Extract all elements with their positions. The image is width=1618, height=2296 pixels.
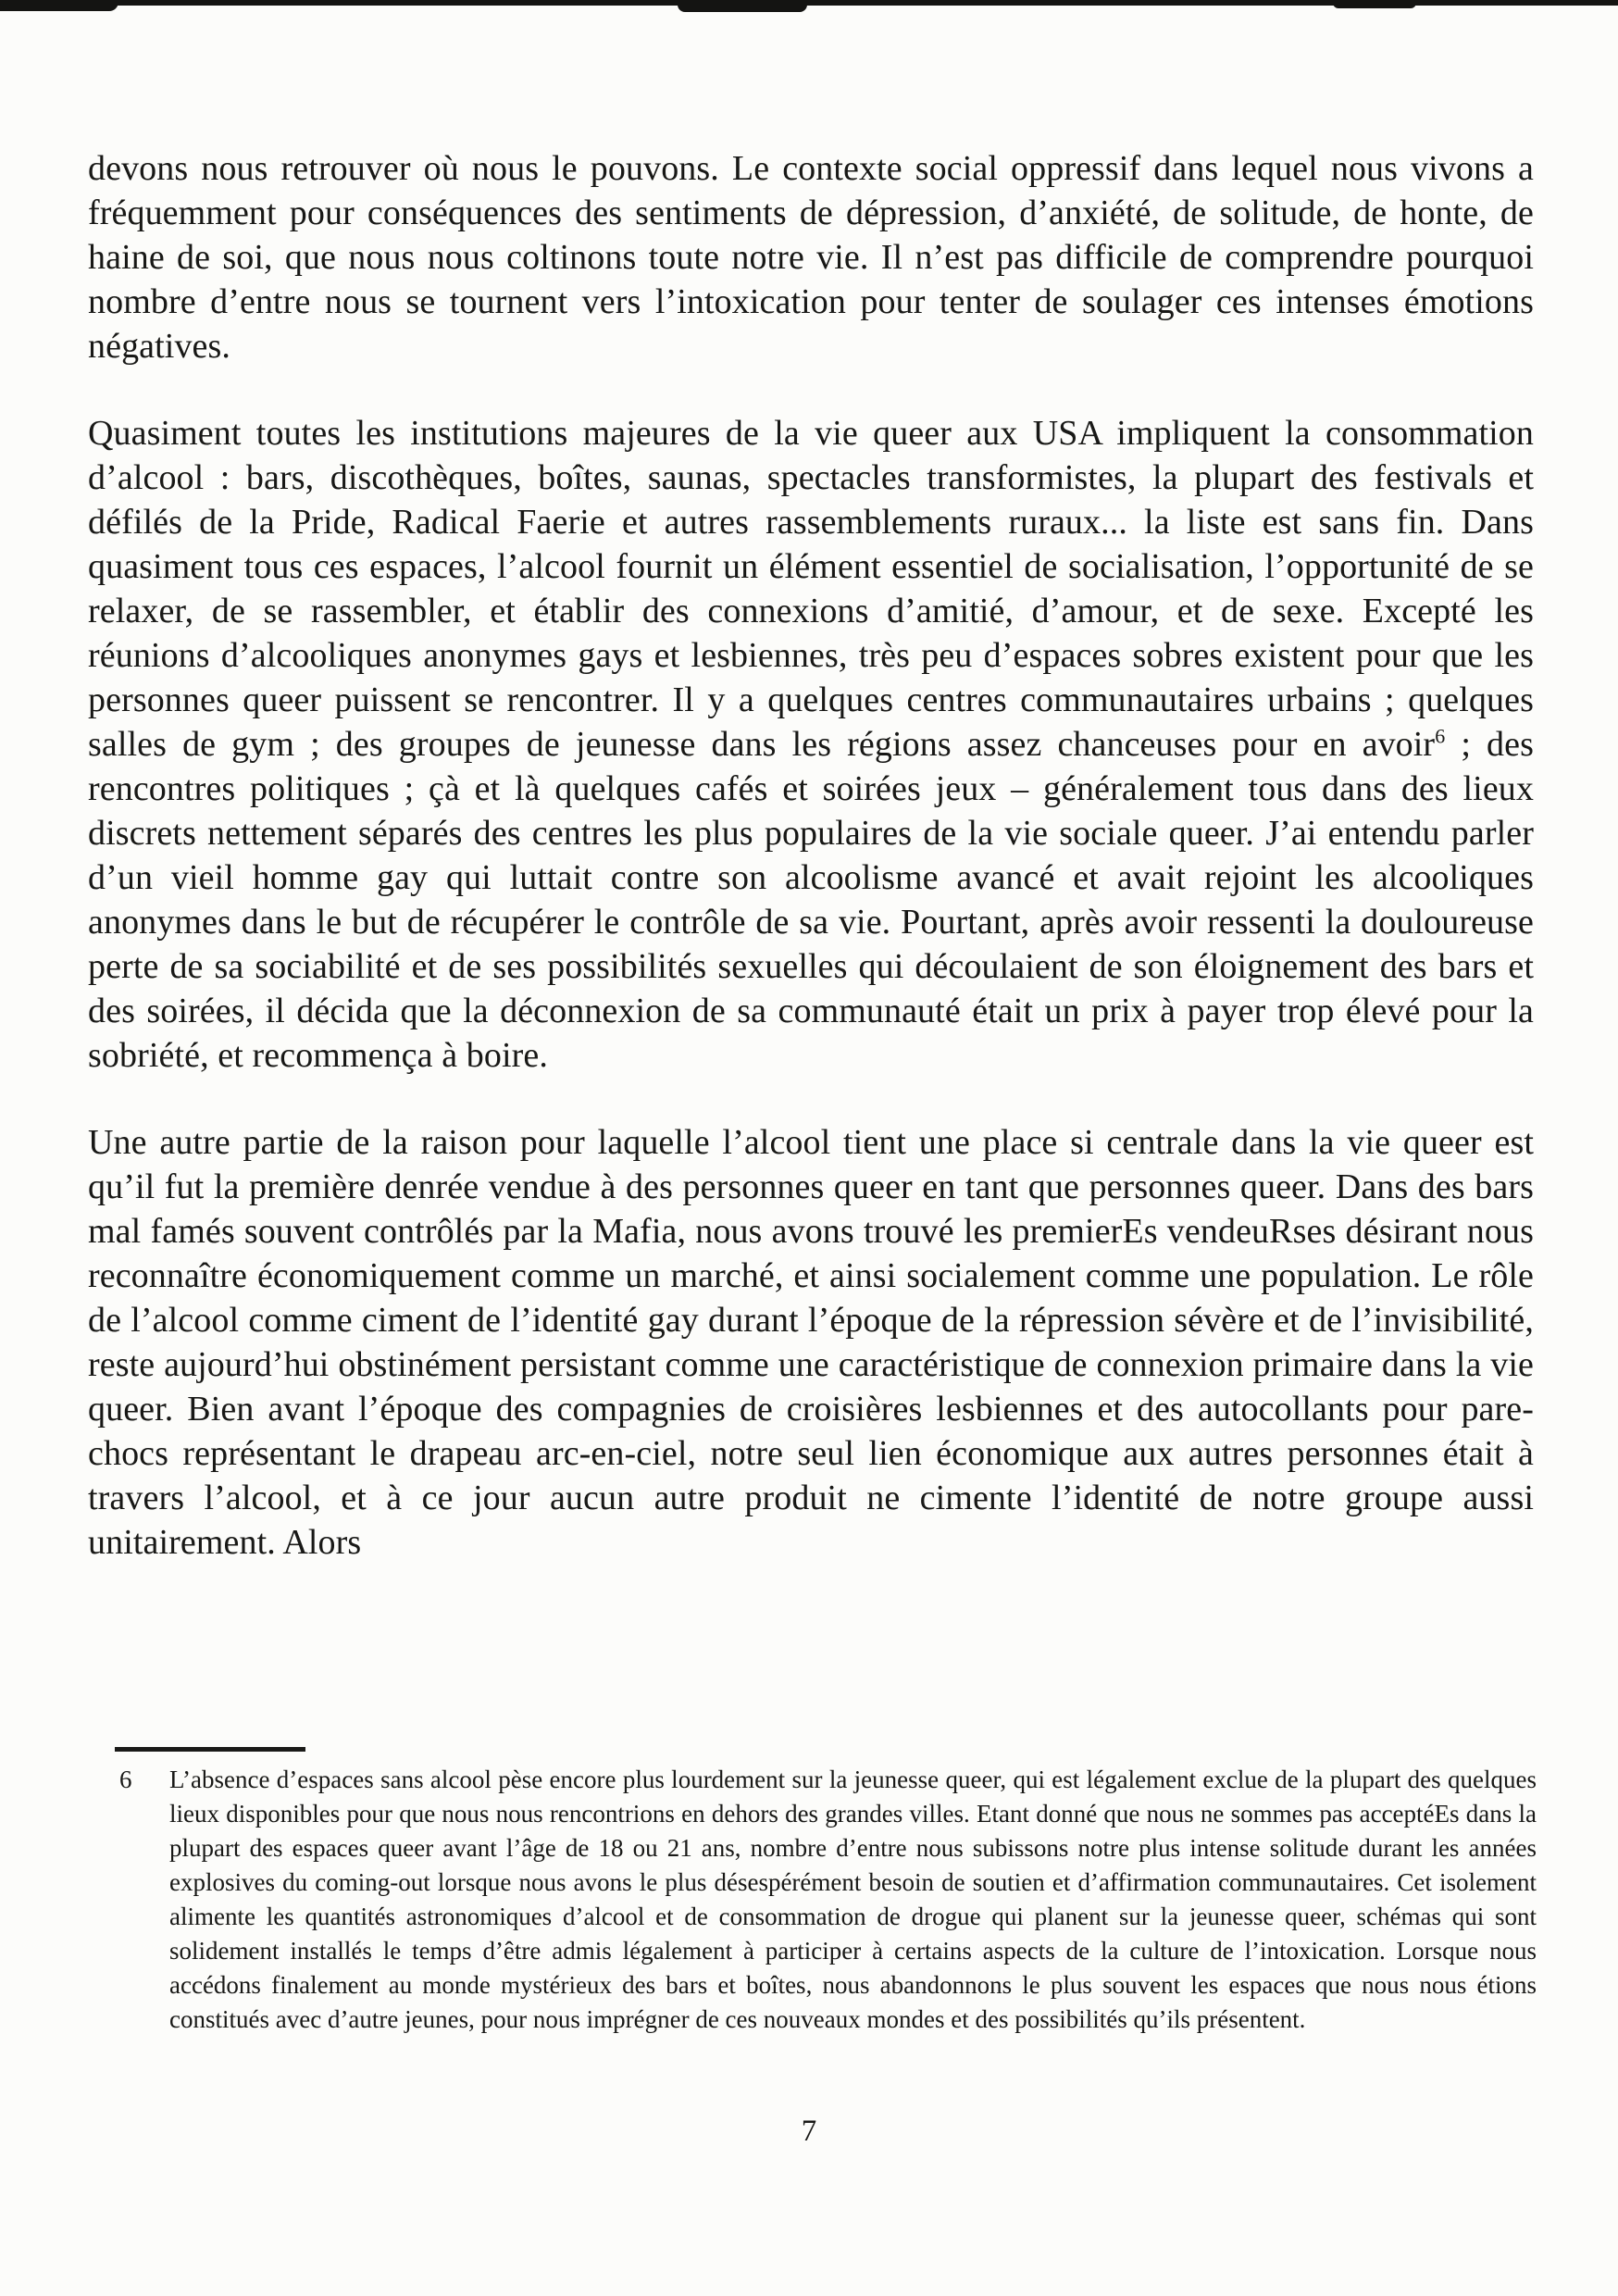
footnote-separator-rule bbox=[115, 1747, 305, 1752]
footnote-reference-6: 6 bbox=[1435, 724, 1446, 748]
scan-artifact-top-left bbox=[0, 0, 118, 11]
footnote-text: L’absence d’espaces sans alcool pèse encore plus lourdement sur la jeunesse queer, qui est légalement exclue de la plupart des quelques lieux disponibles pour que nous nous rencontrions en dehors des grandes villes. Etant donné que nous ne sommes pas acceptéEs dans la plupart des espaces queer avant l’âge de 18 ou 21 ans, nombre d’entre nous subissons notre plus intense solitude durant les années explosives du coming-out lorsque nous avons le plus désespérément besoin de soutien et d’affirmation communautaires. Cet isolement alimente les quantités astronomiques d’alcool et de consommation de drogue qui planent sur la jeunesse queer, schémas qui sont solidement installés le temps d’être admis légalement à participer à certains aspects de la culture de l’intoxication. Lorsque nous accédons finalement au monde mystérieux des bars et boîtes, nous abandonnons le plus souvent les espaces que nous nous étions constitués avec d’autre jeunes, pour nous imprégner de ces nouveaux mondes et des possibilités qu’ils présentent. bbox=[169, 1766, 1537, 2033]
footnote bbox=[116, 1763, 1537, 2037]
page-body bbox=[88, 146, 1534, 1607]
paragraph-2-text-before-note: Quasiment toutes les institutions majeures de la vie queer aux USA impliquent la consommation d’alcool : bars, discothèques, boîtes, saunas, spectacles transformistes, la plupart des festivals et défilés de la Pride, Radical Faerie et autres rassemblements ruraux... la liste est sans fin. Dans quasiment tous ces espaces, l’alcool fournit un élément essentiel de socialisation, l’opportunité de se relaxer, de se rassembler, et établir des connexions d’amitié, d’amour, et de sexe. Excepté les réunions d’alcooliques anonymes gays et lesbiennes, très peu d’espaces sobres existent pour que les personnes queer puissent se rencontrer. Il y a quelques centres communautaires urbains ; quelques salles de gym ; des groupes de jeunesse dans les régions assez chanceuses pour en avoir bbox=[88, 414, 1534, 764]
footnote-number: 6 bbox=[119, 1766, 132, 1793]
scan-artifact-top-right bbox=[1333, 0, 1416, 8]
paragraph-2-text-after-note: ; des rencontres politiques ; çà et là quelques cafés et soirées jeux – généralement tous dans des lieux discrets nettement séparés des centres les plus populaires de la vie sociale queer. J’ai entendu parler d’un vieil homme gay qui luttait contre son alcoolisme avancé et avait rejoint les alcooliques anonymes dans le but de récupérer le contrôle de sa vie. Pourtant, après avoir ressenti la douloureuse perte de sa sociabilité et de ses possibilités sexuelles qui découlaient de son éloignement des bars et des soirées, il décida que la déconnexion de sa communauté était un prix à payer trop élevé pour la sobriété, et recommença à boire. bbox=[88, 725, 1534, 1075]
paragraph-3: Une autre partie de la raison pour laquelle l’alcool tient une place si centrale dans la vie queer est qu’il fut la première denrée vendue à des personnes queer en tant que personnes queer. Dans des bars mal famés souvent contrôlés par la Mafia, nous avons trouvé les premierEs vendeuRses désirant nous reconnaître économiquement comme un marché, et ainsi socialement comme une population. Le rôle de l’alcool comme ciment de l’identité gay durant l’époque de la répression sévère et de l’invisibilité, reste aujourd’hui obstinément persistant comme une caractéristique de connexion primaire dans la vie queer. Bien avant l’époque des compagnies de croisières lesbiennes et des autocollants pour pare-chocs représentant le drapeau arc-en-ciel, notre seul lien économique aux autres personnes était à travers l’alcool, et à ce jour aucun autre produit ne cimente l’identité de notre groupe aussi unitairement. Alors bbox=[88, 1123, 1534, 1562]
paragraph-1: devons nous retrouver où nous le pouvons. Le contexte social oppressif dans lequel nous vivons a fréquemment pour conséquences des sentiments de dépression, d’anxiété, de solitude, de honte, de haine de soi, que nous nous coltinons toute notre vie. Il n’est pas difficile de comprendre pourquoi nombre d’entre nous se tournent vers l’intoxication pour tenter de soulager ces intenses émotions négatives. bbox=[88, 149, 1534, 366]
paragraph-2 bbox=[88, 411, 1534, 1078]
page-number: 7 bbox=[801, 2115, 817, 2148]
scan-artifact-top-middle bbox=[678, 0, 807, 12]
